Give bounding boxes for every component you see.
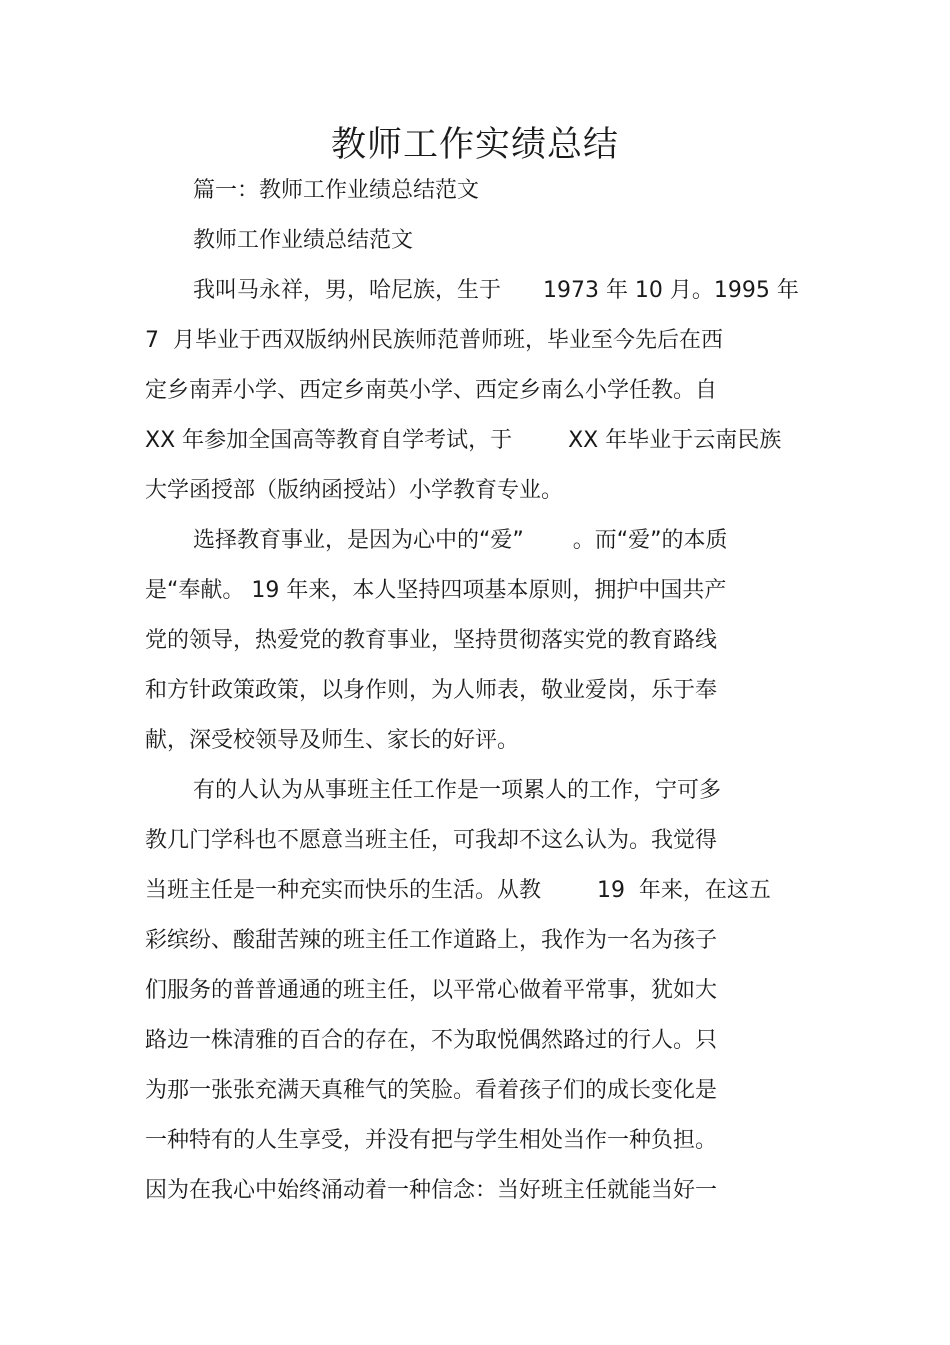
text-line-3: 我叫马永祥，男，哈尼族，生于 1973 年 10 月。1995 年	[193, 278, 799, 303]
text-line-19: 为那一张张充满天真稚气的笑脸。看着孩子们的成长变化是	[145, 1078, 718, 1103]
text-line-17: 们服务的普普通通的班主任，以平常心做着平常事，犹如大	[145, 978, 718, 1003]
text-line-15: 当班主任是一种充实而快乐的生活。从教 19 年来，在这五	[145, 878, 771, 903]
text-line-4: 7 月毕业于西双版纳州民族师范普师班，毕业至今先后在西	[145, 328, 723, 353]
document-title: 教师工作实绩总结	[330, 125, 619, 165]
text-line-1: 篇一：教师工作业绩总结范文	[193, 178, 480, 203]
text-line-20: 一种特有的人生享受，并没有把与学生相处当作一种负担。	[145, 1128, 718, 1153]
text-line-9: 是“奉献。 19 年来，本人坚持四项基本原则，拥护中国共产	[145, 578, 727, 603]
text-line-13: 有的人认为从事班主任工作是一项累人的工作，宁可多	[193, 778, 722, 803]
text-line-8: 选择教育事业，是因为心中的“爱” 。而“爱”的本质	[193, 528, 728, 553]
text-line-11: 和方针政策政策，以身作则，为人师表，敬业爱岗，乐于奉	[145, 678, 718, 703]
text-line-6: XX 年参加全国高等教育自学考试，于 XX 年毕业于云南民族	[145, 428, 782, 453]
text-line-5: 定乡南弄小学、西定乡南英小学、西定乡南么小学任教。自	[145, 378, 718, 403]
text-line-18: 路边一株清雅的百合的存在，不为取悦偶然路过的行人。只	[145, 1028, 718, 1053]
text-line-14: 教几门学科也不愿意当班主任，可我却不这么认为。我觉得	[145, 828, 718, 853]
text-line-16: 彩缤纷、酸甜苦辣的班主任工作道路上，我作为一名为孩子	[145, 928, 718, 953]
text-line-10: 党的领导，热爱党的教育事业，坚持贯彻落实党的教育路线	[145, 628, 718, 653]
text-line-12: 献，深受校领导及师生、家长的好评。	[145, 728, 520, 753]
text-line-21: 因为在我心中始终涌动着一种信念：当好班主任就能当好一	[145, 1178, 718, 1203]
text-line-7: 大学函授部（版纳函授站）小学教育专业。	[145, 478, 564, 503]
text-line-2: 教师工作业绩总结范文	[193, 228, 414, 253]
